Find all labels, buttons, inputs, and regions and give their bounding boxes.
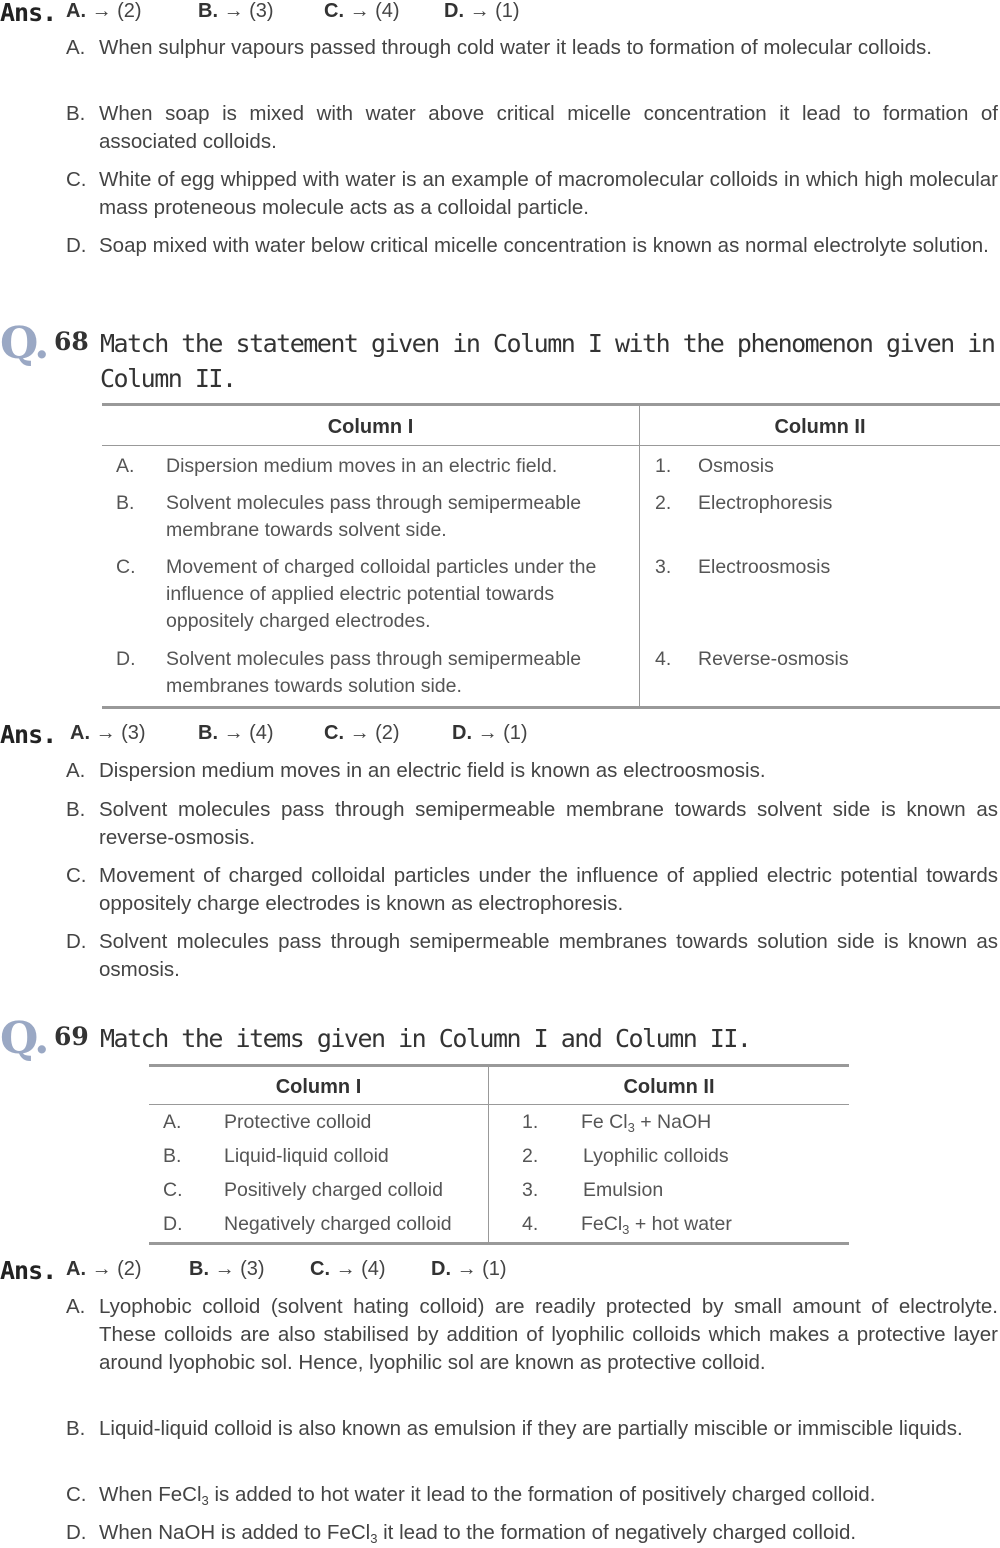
- table-header-rule: [102, 445, 1000, 446]
- row-key: D.: [116, 648, 136, 670]
- answer-label: Ans.: [0, 1256, 57, 1285]
- row-statement: Solvent molecules pass through semipermeable membrane towards solvent side.: [166, 492, 582, 541]
- row-phenomenon: Electroosmosis: [698, 556, 831, 578]
- question-number: 69: [54, 1022, 89, 1051]
- row-key: B.: [163, 1145, 182, 1167]
- row-key: 3.: [655, 556, 672, 578]
- table-top-rule: [149, 1064, 849, 1067]
- row-key: A.: [116, 455, 135, 477]
- explanation-item: D. Solvent molecules pass through semipermeable membranes towards solution side is known as osmosis.: [66, 930, 998, 981]
- column-1-header: Column I: [327, 416, 414, 438]
- row-statement: Dispersion medium moves in an electric field.: [166, 455, 558, 477]
- mapping-key: D.: [444, 0, 464, 22]
- row-key: 1.: [655, 455, 672, 477]
- row-key: 1.: [522, 1111, 539, 1133]
- mapping-value: → (3): [223, 0, 274, 22]
- mapping-key: C.: [324, 0, 344, 22]
- column-2-header: Column II: [623, 1076, 715, 1098]
- question-marker: Q.: [0, 318, 48, 369]
- explanation-item: D. Soap mixed with water below critical micelle concentration is known as normal electrolyte solution.: [66, 234, 989, 257]
- row-phenomenon: Electrophoresis: [698, 492, 833, 514]
- question-text: Match the statement given in Column I with the phenomenon given in Column II.: [100, 329, 995, 393]
- explanation-item: B. Solvent molecules pass through semipermeable membrane towards solvent side is known as reverse-osmosis.: [66, 798, 998, 849]
- answer-mapping: [66, 0, 520, 23]
- answer-mapping: [70, 722, 528, 745]
- explanation-item: B. Liquid-liquid colloid is also known as emulsion if they are partially miscible or immiscible liquids.: [66, 1417, 963, 1440]
- mapping-value: → (4): [223, 722, 274, 744]
- mapping-key: A.: [70, 722, 90, 744]
- mapping-value: → (2): [91, 0, 142, 22]
- row-key: 4.: [522, 1213, 539, 1235]
- question-number: 68: [54, 327, 89, 356]
- column-1-header: Column I: [275, 1076, 362, 1098]
- answer-label: Ans.: [0, 720, 57, 749]
- row-key: D.: [163, 1213, 183, 1235]
- mapping-key: B.: [198, 722, 218, 744]
- row-phenomenon: Reverse-osmosis: [698, 648, 849, 670]
- mapping-key: A.: [66, 0, 86, 22]
- question-text: Match the items given in Column I and Column II.: [100, 1024, 751, 1053]
- match-table: [102, 403, 1000, 709]
- table-top-rule: [102, 403, 1000, 406]
- row-match: Emulsion: [583, 1179, 664, 1201]
- explanation-item: C. White of egg whipped with water is an example of macromolecular colloids in which high molecular mass proteneous molecule acts as a colloidal particle.: [66, 168, 998, 219]
- table-bottom-rule: [149, 1242, 849, 1245]
- mapping-value: → (1): [456, 1258, 507, 1280]
- row-item: Positively charged colloid: [224, 1179, 443, 1201]
- mapping-value: → (2): [91, 1258, 142, 1280]
- mapping-value: → (1): [469, 0, 520, 22]
- mapping-key: B.: [198, 0, 218, 22]
- mapping-value: → (4): [349, 0, 400, 22]
- explanation-item: C. Movement of charged colloidal particles under the influence of applied electric potential towards oppositely charge electrodes is known as electrophoresis.: [66, 864, 998, 915]
- match-table: [149, 1064, 849, 1245]
- row-statement: Movement of charged colloidal particles under the influence of applied electric potential towards oppositely charged electrodes.: [166, 556, 597, 632]
- row-key: C.: [163, 1179, 183, 1201]
- mapping-key: A.: [66, 1258, 86, 1280]
- row-item: Protective colloid: [224, 1111, 372, 1133]
- row-match: FeCl$_3$ + hot water: [581, 1213, 732, 1237]
- mapping-value: → (1): [477, 722, 528, 744]
- row-item: Negatively charged colloid: [224, 1213, 452, 1235]
- row-match: Lyophilic colloids: [583, 1145, 729, 1167]
- column-divider: [639, 403, 640, 709]
- row-item: Liquid-liquid colloid: [224, 1145, 389, 1167]
- mapping-value: → (3): [214, 1258, 265, 1280]
- mapping-key: D.: [452, 722, 472, 744]
- answer-label: Ans.: [0, 0, 57, 27]
- explanation-item: C. When FeCl$_3$ is added to hot water it lead to the formation of positively charged colloid.: [66, 1483, 876, 1508]
- row-statement: Solvent molecules pass through semipermeable membranes towards solution side.: [166, 648, 582, 697]
- row-key: B.: [116, 492, 135, 514]
- explanation-item: D. When NaOH is added to FeCl$_3$ it lead to the formation of negatively charged colloid.: [66, 1521, 857, 1546]
- row-phenomenon: Osmosis: [698, 455, 774, 477]
- mapping-key: C.: [310, 1258, 330, 1280]
- row-key: 2.: [522, 1145, 539, 1167]
- mapping-key: B.: [189, 1258, 209, 1280]
- explanation-item: A. Dispersion medium moves in an electric field is known as electroosmosis.: [66, 759, 766, 782]
- row-key: 2.: [655, 492, 672, 514]
- mapping-value: → (3): [95, 722, 146, 744]
- explanation-item: A. Lyophobic colloid (solvent hating colloid) are readily protected by small amount of electrolyte. These colloids are also stabilised by addition of lyophilic colloids which makes a protective layer around lyophobic sol. Hence, lyophilic sol are known as protective colloid.: [66, 1295, 998, 1374]
- question-marker: Q.: [0, 1013, 48, 1064]
- mapping-key: C.: [324, 722, 344, 744]
- mapping-key: D.: [431, 1258, 451, 1280]
- row-key: A.: [163, 1111, 182, 1133]
- row-key: 3.: [522, 1179, 539, 1201]
- answer-mapping: [66, 1258, 507, 1281]
- explanation-item: A. When sulphur vapours passed through cold water it leads to formation of molecular colloids.: [66, 36, 932, 59]
- mapping-value: → (2): [349, 722, 400, 744]
- row-match: Fe $Cl_3$ + NaOH: [581, 1111, 712, 1135]
- explanation-item: B. When soap is mixed with water above critical micelle concentration it lead to formation of associated colloids.: [66, 102, 998, 153]
- column-2-header: Column II: [774, 416, 866, 438]
- table-header-rule: [149, 1104, 849, 1105]
- table-bottom-rule: [102, 706, 1000, 709]
- mapping-value: → (4): [335, 1258, 386, 1280]
- row-key: C.: [116, 556, 136, 578]
- row-key: 4.: [655, 648, 672, 670]
